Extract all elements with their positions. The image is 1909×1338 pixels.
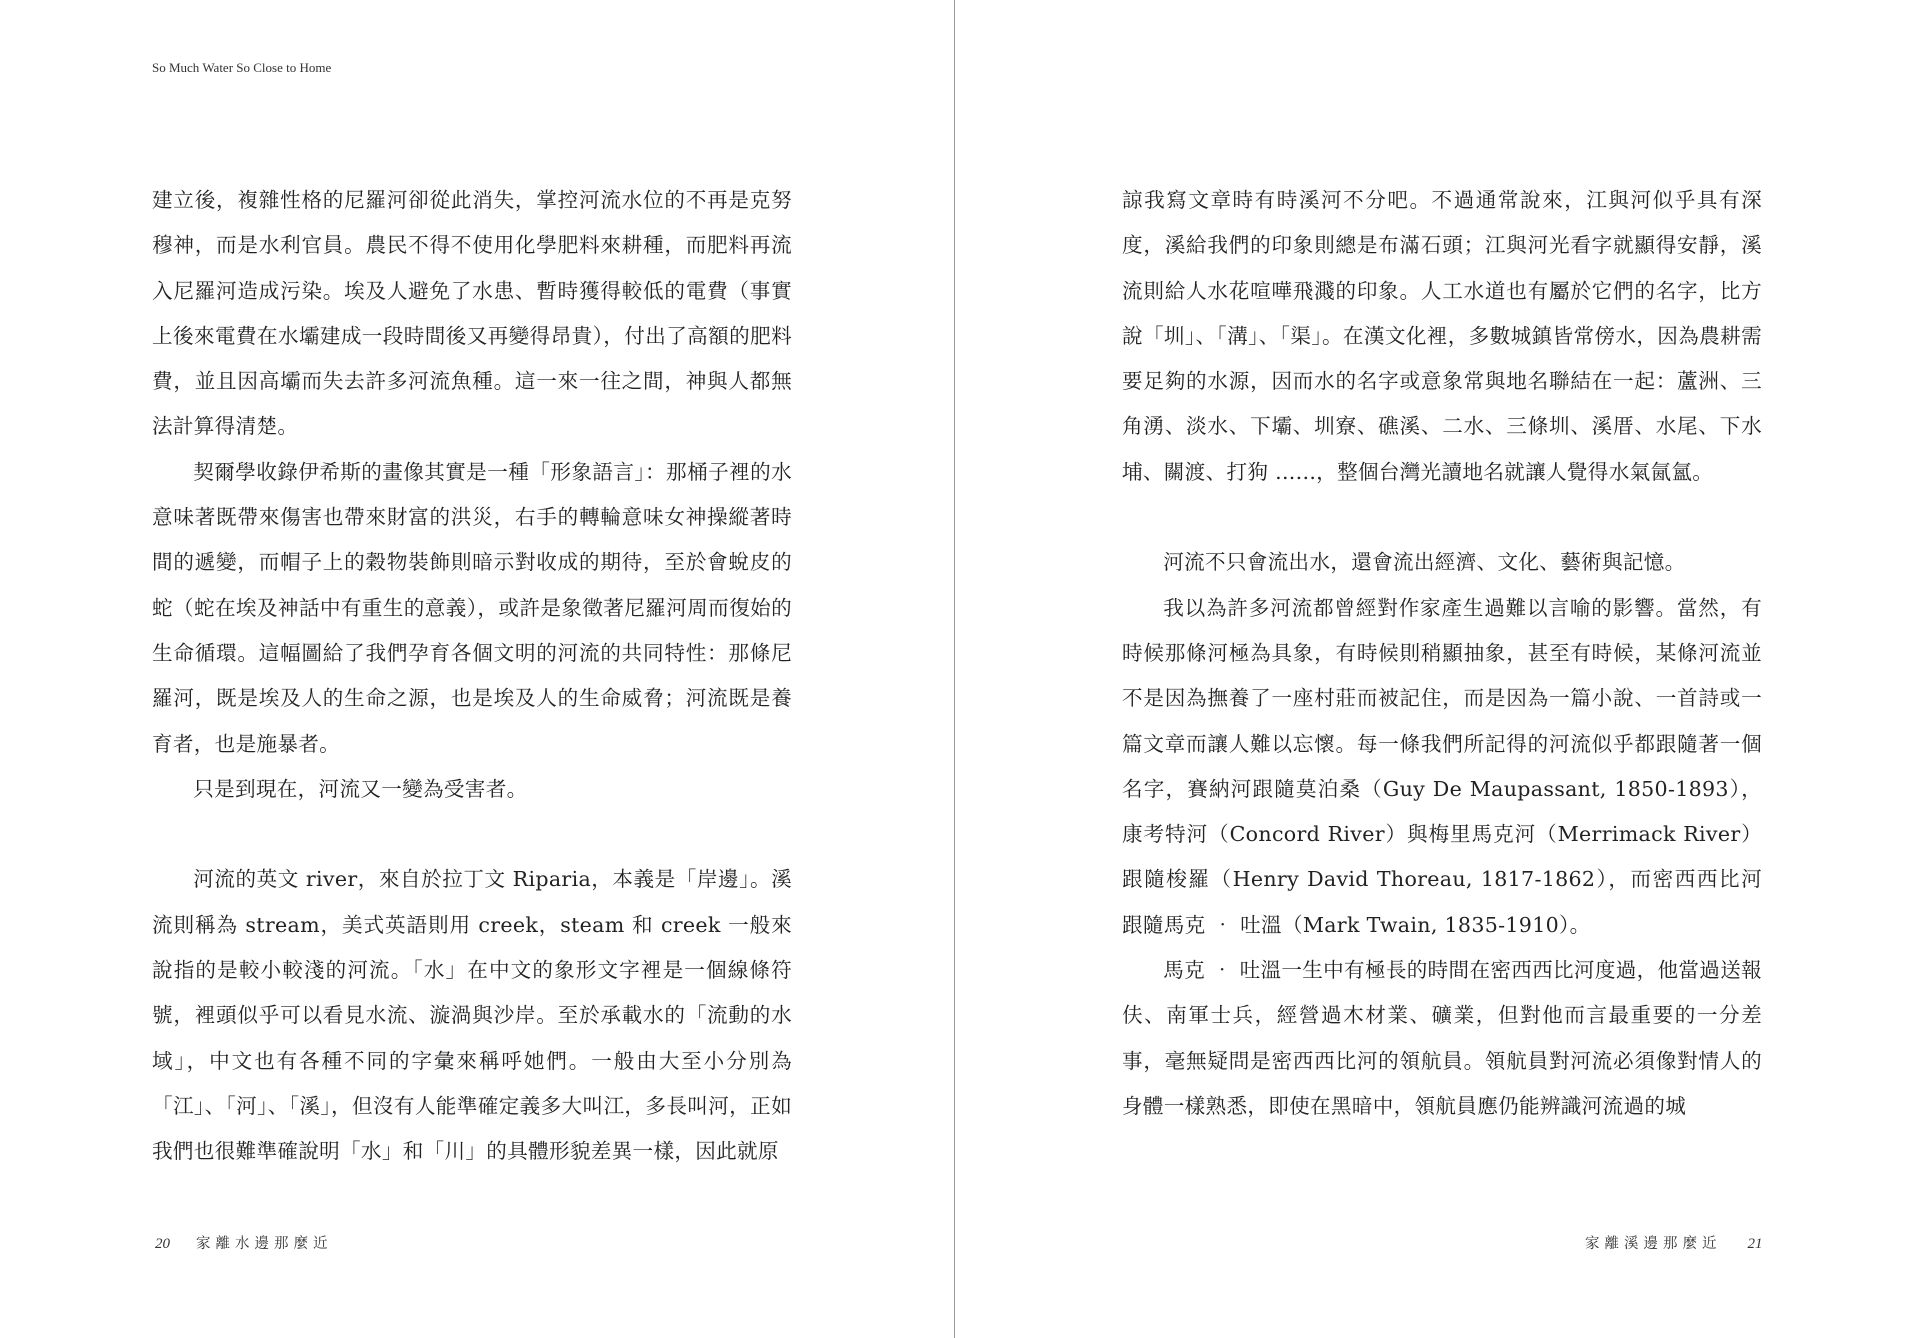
left-page xyxy=(0,0,954,1338)
left-body-text xyxy=(152,178,792,1175)
book-title: 家離溪邊那麼近 xyxy=(1585,1236,1722,1252)
paragraph: 馬克 ‧ 吐溫一生中有極長的時間在密西西比河度過，他當過送報伕、南軍士兵，經營過木材業、礦業，但對他而言最重要的一分差事，毫無疑問是密西西比河的領航員。領航員對河流必須像對情人的身體一樣熟悉，即使在黑暗中，領航員應仍能辨識河流過的城 xyxy=(1122,958,1762,1118)
paragraph: 河流的英文 river，來自於拉丁文 Riparia，本義是「岸邊」。溪流則稱為 stream，美式英語則用 creek，steam 和 creek 一般來說指的是較小較淺的河流。「水」在中文的象形文字裡是一個線條符號，裡頭似乎可以看見水流、漩渦與沙岸。至於承載水的「流動的水域」，中文也有各種不同的字彙來稱呼她們。一般由大至小分別為「江」、「河」、「溪」，但沒有人能準確定義多大叫江，多長叫河，正如我們也很難準確說明「水」和「川」的具體形貌差異一樣，因此就原 xyxy=(152,867,792,1164)
section-gap xyxy=(1122,495,1762,540)
running-head: So Much Water So Close to Home xyxy=(152,60,332,75)
section-gap xyxy=(152,812,792,857)
page-number: 21 xyxy=(1747,1236,1763,1252)
paragraph: 只是到現在，河流又一變為受害者。 xyxy=(193,776,528,801)
book-title: 家離水邊那麼近 xyxy=(196,1236,333,1252)
paragraph: 我以為許多河流都曾經對作家產生過難以言喻的影響。當然，有時候那條河極為具象，有時候則稍顯抽象，甚至有時候，某條河流並不是因為撫養了一座村莊而被記住，而是因為一篇小說、一首詩或一篇文章而讓人難以忘懷。每一條我們所記得的河流似乎都跟隨著一個名字，賽納河跟隨莫泊桑（Guy De Maupassant, 1850-1893），康考特河（Concord River）與梅里馬克河（Merrimack River）跟隨梭羅（Henry David Thoreau, 1817-1862），而密西西比河跟隨馬克 ‧ 吐溫（Mark Twain, 1835-1910）。 xyxy=(1122,595,1762,937)
page-number: 20 xyxy=(155,1236,170,1252)
paragraph: 建立後，複雜性格的尼羅河卻從此消失，掌控河流水位的不再是克努穆神，而是水利官員。農民不得不使用化學肥料來耕種，而肥料再流入尼羅河造成污染。埃及人避免了水患、暫時獲得較低的電費（事實上後來電費在水壩建成一段時間後又再變得昂貴），付出了高額的肥料費，並且因高壩而失去許多河流魚種。這一來一往之間，神與人都無法計算得清楚。 xyxy=(152,188,792,439)
right-body-text xyxy=(1122,178,1762,1129)
paragraph: 諒我寫文章時有時溪河不分吧。不過通常說來，江與河似乎具有深度，溪給我們的印象則總是布滿石頭；江與河光看字就顯得安靜，溪流則給人水花喧嘩飛濺的印象。人工水道也有屬於它們的名字，比方說「圳」、「溝」、「渠」。在漢文化裡，多數城鎮皆常傍水，因為農耕需要足夠的水源，因而水的名字或意象常與地名聯結在一起：蘆洲、三角湧、淡水、下壩、圳寮、礁溪、二水、三條圳、溪厝、水尾、下水埔、關渡、打狗 ......，整個台灣光讀地名就讓人覺得水氣氤氳。 xyxy=(1122,188,1762,484)
right-folio xyxy=(1585,1232,1763,1253)
right-page xyxy=(955,0,1909,1338)
left-folio xyxy=(155,1232,333,1253)
paragraph: 契爾學收錄伊希斯的畫像其實是一種「形象語言」：那桶子裡的水意味著既帶來傷害也帶來財富的洪災，右手的轉輪意味女神操縱著時間的遞變，而帽子上的穀物裝飾則暗示對收成的期待，至於會蛻皮的蛇（蛇在埃及神話中有重生的意義），或許是象徵著尼羅河周而復始的生命循環。這幅圖給了我們孕育各個文明的河流的共同特性：那條尼羅河，既是埃及人的生命之源，也是埃及人的生命威脅；河流既是養育者，也是施暴者。 xyxy=(152,459,792,756)
paragraph: 河流不只會流出水，還會流出經濟、文化、藝術與記憶。 xyxy=(1163,550,1686,575)
